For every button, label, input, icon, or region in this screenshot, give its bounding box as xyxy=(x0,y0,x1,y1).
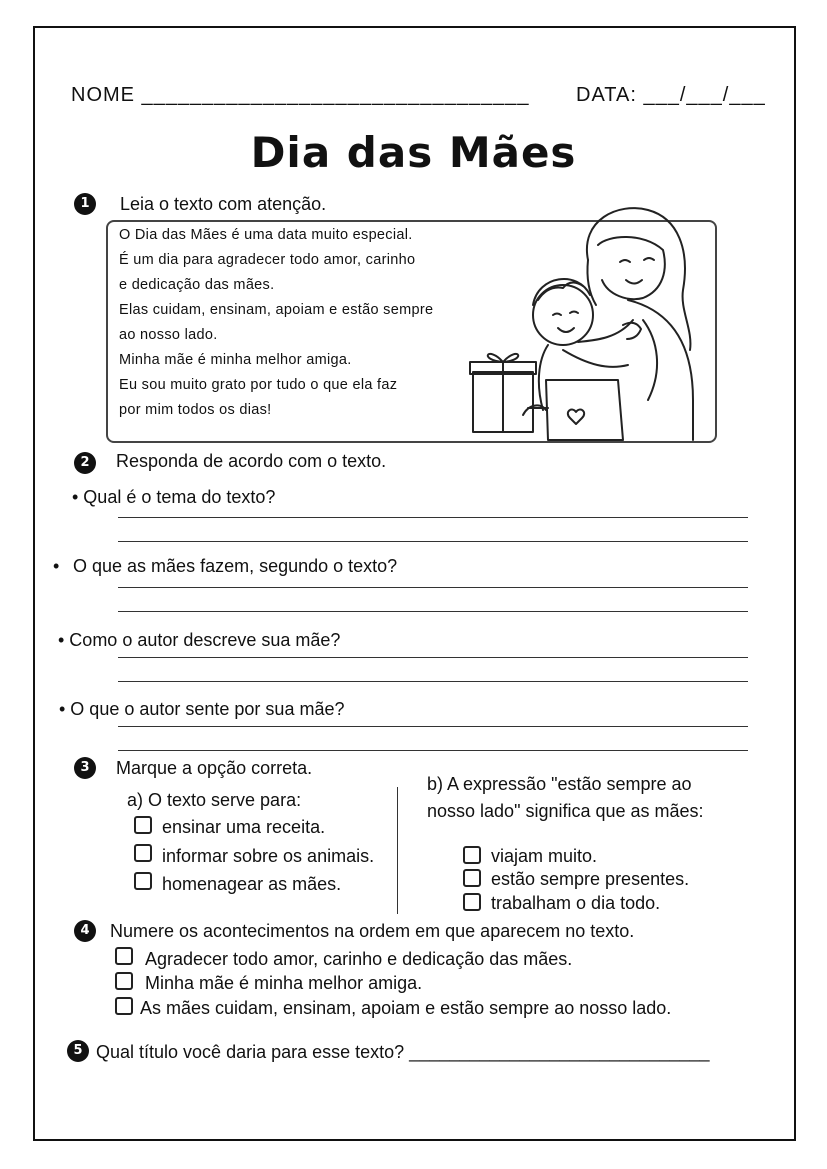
q4-instruction: Numere os acontecimentos na ordem em que aparecem no texto. xyxy=(110,921,635,941)
q2-question-2: O que as mães fazem, segundo o texto? xyxy=(73,556,398,576)
number-box-3[interactable] xyxy=(115,997,133,1015)
reading-line: Eu sou muito grato por tudo o que ela faz xyxy=(119,377,398,393)
q3-instruction: Marque a opção correta. xyxy=(116,758,313,778)
answer-line[interactable] xyxy=(118,541,748,542)
name-field-label[interactable]: NOME ________________________________ xyxy=(71,84,530,106)
mother-hugging-child-illustration xyxy=(468,200,718,445)
checkbox-b-3[interactable] xyxy=(463,893,481,911)
option-b-2: estão sempre presentes. xyxy=(491,869,690,889)
question-number-5: 5 xyxy=(67,1040,89,1062)
question-number-3: 3 xyxy=(74,757,96,779)
checkbox-a-2[interactable] xyxy=(134,844,152,862)
reading-line: Minha mãe é minha melhor amiga. xyxy=(119,352,352,368)
column-divider xyxy=(397,787,398,914)
number-box-2[interactable] xyxy=(115,972,133,990)
option-b-1: viajam muito. xyxy=(491,846,598,866)
answer-line[interactable] xyxy=(118,726,748,727)
checkbox-a-3[interactable] xyxy=(134,872,152,890)
q5-question[interactable]: Qual título você daria para esse texto? ______________________________ xyxy=(96,1042,710,1062)
q2-bullet: • xyxy=(53,556,60,576)
q3-part-b-title-line2: nosso lado" significa que as mães: xyxy=(427,801,704,821)
question-number-1: 1 xyxy=(74,193,96,215)
checkbox-a-1[interactable] xyxy=(134,816,152,834)
page-title: Dia das Mães xyxy=(250,128,577,177)
answer-line[interactable] xyxy=(118,657,748,658)
reading-line: por mim todos os dias! xyxy=(119,402,272,418)
answer-line[interactable] xyxy=(118,681,748,682)
checkbox-b-1[interactable] xyxy=(463,846,481,864)
q3-part-a-title: a) O texto serve para: xyxy=(127,790,302,810)
reading-line: Elas cuidam, ensinam, apoiam e estão sempre xyxy=(119,302,434,318)
sequence-item-3: As mães cuidam, ensinam, apoiam e estão sempre ao nosso lado. xyxy=(140,998,672,1018)
option-b-3: trabalham o dia todo. xyxy=(491,893,661,913)
sequence-item-1: Agradecer todo amor, carinho e dedicação das mães. xyxy=(145,949,573,969)
reading-line: ao nosso lado. xyxy=(119,327,218,343)
option-a-3: homenagear as mães. xyxy=(162,874,342,894)
answer-line[interactable] xyxy=(118,517,748,518)
q2-question-3: • Como o autor descreve sua mãe? xyxy=(58,630,341,650)
option-a-1: ensinar uma receita. xyxy=(162,817,326,837)
question-number-4: 4 xyxy=(74,920,96,942)
number-box-1[interactable] xyxy=(115,947,133,965)
q1-instruction: Leia o texto com atenção. xyxy=(120,194,327,214)
sequence-item-2: Minha mãe é minha melhor amiga. xyxy=(145,973,423,993)
answer-line[interactable] xyxy=(118,750,748,751)
question-number-2: 2 xyxy=(74,452,96,474)
answer-line[interactable] xyxy=(118,611,748,612)
option-a-2: informar sobre os animais. xyxy=(162,846,375,866)
date-field-label[interactable]: DATA: ___/___/___ xyxy=(576,84,766,106)
q2-instruction: Responda de acordo com o texto. xyxy=(116,451,387,471)
answer-line[interactable] xyxy=(118,587,748,588)
q2-question-1: • Qual é o tema do texto? xyxy=(72,487,276,507)
reading-line: e dedicação das mães. xyxy=(119,277,275,293)
reading-line: É um dia para agradecer todo amor, carinho xyxy=(119,252,416,268)
q3-part-b-title-line1: b) A expressão "estão sempre ao xyxy=(427,774,692,794)
checkbox-b-2[interactable] xyxy=(463,869,481,887)
reading-line: O Dia das Mães é uma data muito especial. xyxy=(119,227,413,243)
q2-question-4: • O que o autor sente por sua mãe? xyxy=(59,699,345,719)
